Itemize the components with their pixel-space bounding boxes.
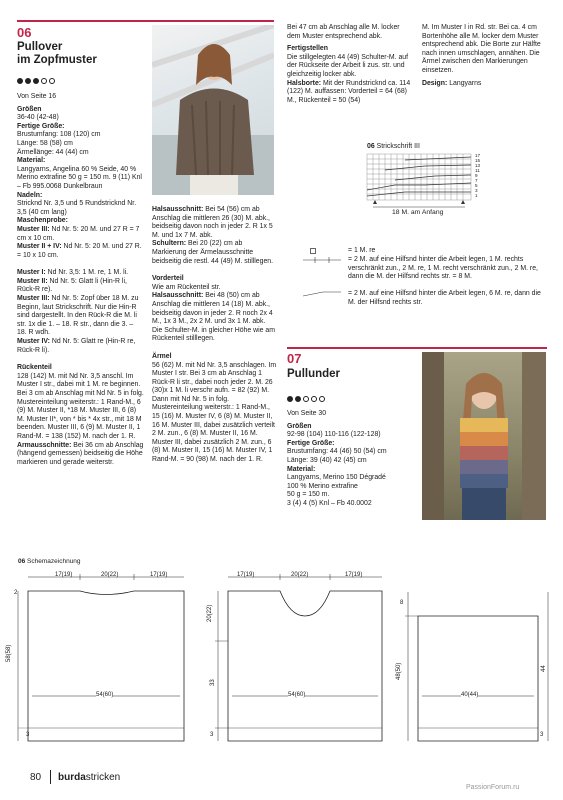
- back-piece-outline: [28, 591, 184, 741]
- col4-top: M. Im Muster I in Rd. str. Bei ca. 4 cm Bortenhöhe alle M. locker dem Muster entsprechend abk. Die Borte zur Hälfte nach innen umschlagen, annähen. Die Ärmel zwischen den Markierungen einsetzen.: [422, 24, 541, 74]
- design-label: Design:: [422, 79, 448, 87]
- difficulty-rating: [17, 71, 57, 89]
- legend-symbol-knit: [310, 248, 316, 254]
- m2-text: Nd Nr. 5: Glatt li (Hin-R li, Rück-R re).: [17, 277, 127, 294]
- shoulder-label: Schultern:: [152, 240, 187, 248]
- finish-text: Die stillgelegten 44 (49) Schulter-M. auf der Rückseite der Arbeit li zus. str. und gleichzeitig locker abk.: [287, 53, 409, 78]
- material-label-2: Material:: [287, 465, 316, 473]
- chart-title: 06 Strickschrift III: [367, 143, 420, 150]
- gauge2-label: Muster II + IV:: [17, 243, 62, 251]
- m4-text: Nd Nr. 5: Glatt re (Hin-R re, Rück-R li).: [17, 338, 136, 354]
- pullover-column-3: [287, 24, 413, 105]
- armhole-label: Armausschnitte:: [17, 441, 72, 449]
- pattern-title-pullunder: Pullunder: [287, 368, 341, 380]
- needles-text: Stricknd Nr. 3,5 und 5 Rundstricknd Nr. 3,5 (40 cm lang): [17, 200, 137, 216]
- legend-text-1: = 1 M. re: [348, 247, 376, 254]
- gauge2-text: Nd Nr. 5: 20 M. und 27 R. = 10 x 10 cm.: [17, 243, 142, 259]
- front-top-left: 17(19): [237, 572, 255, 578]
- child-model-image: [422, 352, 546, 520]
- sleeve-label: Ärmel: [152, 352, 172, 360]
- brand-logo: burdastricken: [58, 772, 121, 783]
- legend-symbol-cable-6: [303, 290, 343, 298]
- sleeve-top: 8: [400, 600, 404, 606]
- gauge1-text: Nd Nr. 5: 20 M. und 27 R = 7 cm x 10 cm.: [17, 225, 140, 242]
- legend-text-3: = 2 M. auf eine Hilfsnd hinter die Arbeit legen, 6 M. re, dann die M. der Hilfsnd rechts str.: [348, 290, 541, 306]
- m4-label: Muster IV:: [17, 338, 50, 346]
- back-text: 128 (142) M. mit Nd Nr. 3,5 anschl. Im Muster I str., dabei mit 1 M. re beginnen. Bei 3 cm ab Anschlag mit Nd Nr. 5 in folg. Mustereinteilung weiterstr.: 1 Rand-M., 6 (9) M. Muster II, *18 M. Muster III, 6 (8) M. Muster II*, von * bis * 4x str., mit 18 M beenden. Muster III, 6 (9) M. Muster II, 1 Rand-M. = 138 (152) M. nach der 1. R.: [17, 372, 144, 440]
- section-divider: [17, 20, 274, 22]
- material-text: Langyarns, Angelina 60 % Seide, 40 % Merino extrafine 50 g = 150 m. 9 (11) Knl – Fb 995.0068 Dunkelbraun: [17, 165, 142, 190]
- schematic-title: 06 Schemazeichnung: [18, 558, 81, 565]
- finished-line: Länge: 58 (58) cm: [17, 139, 73, 147]
- pullunder-column: [287, 410, 412, 509]
- sleeve-text: 56 (62) M. mit Nd Nr. 3,5 anschlagen. Im Muster I str. Bei 3 cm ab Anschlag 1 Rück-R li str., dabei noch jeder 2. M. 26 (30)x 1 M. li verschr aufn. = 82 (92) M. Dann mit Nd Nr. 5 in folg. Mustereinteilung weiterstr.: 1 Rand-M., 15 (16) M. Muster IV, 6 (8) M. Muster II, 16 M. Muster III, dabei zusätzlich verteilt 2 M. zun., 6 (8) M. Muster II, 16 M. Muster III, dabei zusätzlich 2 M. zun., 6 (8) M. Muster II, 15 (16) M. Muster IV, 1 Rand-M. = 90 (98) M. nach der 1. R.: [152, 361, 277, 464]
- front-bottom-small: 3: [210, 732, 214, 738]
- finished-line: Brustumfang: 108 (120) cm: [17, 131, 101, 139]
- material-line: 100 % Merino extrafine: [287, 482, 358, 490]
- shoulder-text: Bei 20 (22) cm ab Markierung der Ärmelausschnitte beidseitig die restl. 44 (49) M. stilllegen.: [152, 240, 274, 265]
- sleeve-bottom-small: 3: [540, 732, 544, 738]
- m1-label: Muster I:: [17, 269, 46, 277]
- sizes-value-2: 92-98 (104) 110-116 (122-128): [287, 431, 381, 439]
- needles-label: Nadeln:: [17, 191, 43, 199]
- pullunder-photo: [422, 352, 546, 520]
- finished-line: Brustumfang: 44 (46) 50 (54) cm: [287, 448, 387, 456]
- armhole-text: Bei 36 cm ab Anschlag (hängend gemessen) beidseitig die Höhe markieren und gerade weiterstr.: [17, 441, 144, 466]
- back-label: Rückenteil: [17, 364, 52, 372]
- sizes-label-2: Größen: [287, 422, 312, 430]
- finished-line: Länge: 39 (40) 42 (45) cm: [287, 456, 367, 464]
- back-side: 58(58): [6, 644, 12, 662]
- front-neck-text: Bei 48 (50) cm ab Anschlag die mittleren 14 (18) M. abk., beidseitig davon in jeder 2. R noch 2x 4 M., 1x 3 M., 2x 2 M. und 3x 1 M. abk. Die Schulter-M. in gleicher Höhe wie am Rückenteil stilllegen.: [152, 292, 275, 343]
- front-label: Vorderteil: [152, 275, 184, 283]
- model-image: [152, 25, 274, 195]
- front-text: Wie am Rückenteil str.: [152, 283, 221, 291]
- finished-label-2: Fertige Größe:: [287, 439, 335, 447]
- front-width: 54(60): [288, 692, 306, 698]
- sizes-label: Größen: [17, 105, 42, 113]
- pattern-title-2: im Zopfmuster: [17, 54, 97, 66]
- front-piece-outline: [228, 591, 382, 741]
- pullover-column-1: [17, 93, 144, 467]
- collar-text: Mit der Rundstricknd ca. 114 (122) M. auffassen: Vorderteil = 64 (68) M., Rückenteil = 50 (54): [287, 79, 411, 104]
- back-width: 54(60): [96, 692, 114, 698]
- front-h1: 20(22): [207, 604, 213, 622]
- back-bottom-small: 3: [26, 732, 30, 738]
- m3-label: Muster III:: [17, 295, 50, 303]
- difficulty-rating-2: [287, 389, 327, 407]
- back-top-mid: 20(22): [101, 572, 119, 578]
- front-neck-label: Halsausschnitt:: [152, 292, 204, 300]
- pattern-number-2: 07: [287, 351, 302, 366]
- pullover-column-2: [152, 202, 277, 465]
- gauge1-label: Muster III:: [17, 225, 50, 233]
- material-line: Langyarns, Merino 150 Dégradé: [287, 474, 386, 482]
- back-top-right: 17(19): [150, 572, 168, 578]
- sleeve-height: 48(50): [396, 662, 402, 680]
- back-top-small: 2: [14, 590, 18, 596]
- footer-divider: [50, 770, 51, 784]
- sleeve-right: 44: [541, 665, 547, 672]
- m2-label: Muster II:: [17, 277, 48, 285]
- sleeve-piece-outline: [418, 616, 538, 741]
- sleeve-width: 40(44): [461, 692, 479, 698]
- material-line: 50 g = 150 m.: [287, 491, 330, 499]
- back-top-left: 17(19): [55, 572, 73, 578]
- col3-top: Bei 47 cm ab Anschlag alle M. locker dem Muster entsprechend abk.: [287, 24, 400, 40]
- collar-label: Halsborte:: [287, 79, 322, 87]
- chart-bottom-label: 18 M. am Anfang: [392, 209, 444, 216]
- legend-symbol-cable-8: [303, 256, 343, 264]
- schematic-drawing: [10, 566, 553, 756]
- chart-row-labels: 17 15 13 11 9 7 5 3 1: [475, 153, 481, 198]
- neck-text: Bei 54 (56) cm ab Anschlag die mittleren 26 (30) M. abk., beidseitig davon noch in jeder 2. R 1x 5 M. und 1x 7 M. abk.: [152, 206, 273, 239]
- gauge-label: Maschenprobe:: [17, 217, 68, 225]
- m3-text: Nd Nr. 5: Zopf über 18 M. zu Beginn, laut Strickschrift. Nur die Hin-R sind dargestellt. In den Rück-R die M. li str. 1x die 1. – 18. R str., dann die 3. – 18. R wdh.: [17, 295, 139, 337]
- sizes-value: 36-40 (42-48): [17, 114, 59, 122]
- front-top-mid: 20(22): [291, 572, 309, 578]
- finished-line: Ärmellänge: 44 (44) cm: [17, 148, 89, 156]
- legend-text-2: = 2 M. auf eine Hilfsnd hinter die Arbeit legen, 1 M. rechts verschränkt zun., 2 M. re, 1 M. recht verschränkt zun., 2 M. re, dann die M. der Hilfsnd rechts str. = 8 M.: [348, 256, 538, 281]
- pattern-title-1: Pullover: [17, 41, 63, 53]
- finished-label: Fertige Größe:: [17, 122, 65, 130]
- from-page: Von Seite 16: [17, 93, 57, 100]
- neck-label: Halsausschnitt:: [152, 206, 204, 213]
- from-page-2: Von Seite 30: [287, 410, 327, 417]
- front-top-right: 17(19): [345, 572, 363, 578]
- pullover-column-4: [422, 24, 546, 88]
- finish-label: Fertigstellen: [287, 45, 328, 53]
- section-divider-2: [287, 347, 547, 349]
- page-number: 80: [30, 772, 42, 783]
- front-h2: 33: [210, 679, 216, 686]
- m1-text: Nd Nr. 3,5: 1 M. re, 1 M. li.: [45, 269, 129, 277]
- material-line: 3 (4) 4 (5) Knl – Fb 40.0002: [287, 499, 372, 507]
- material-label: Material:: [17, 157, 46, 165]
- design-text: Langyarns: [447, 79, 482, 87]
- watermark: PassionForum.ru: [466, 784, 520, 791]
- pullover-photo: [152, 25, 274, 195]
- pattern-number: 06: [17, 25, 32, 40]
